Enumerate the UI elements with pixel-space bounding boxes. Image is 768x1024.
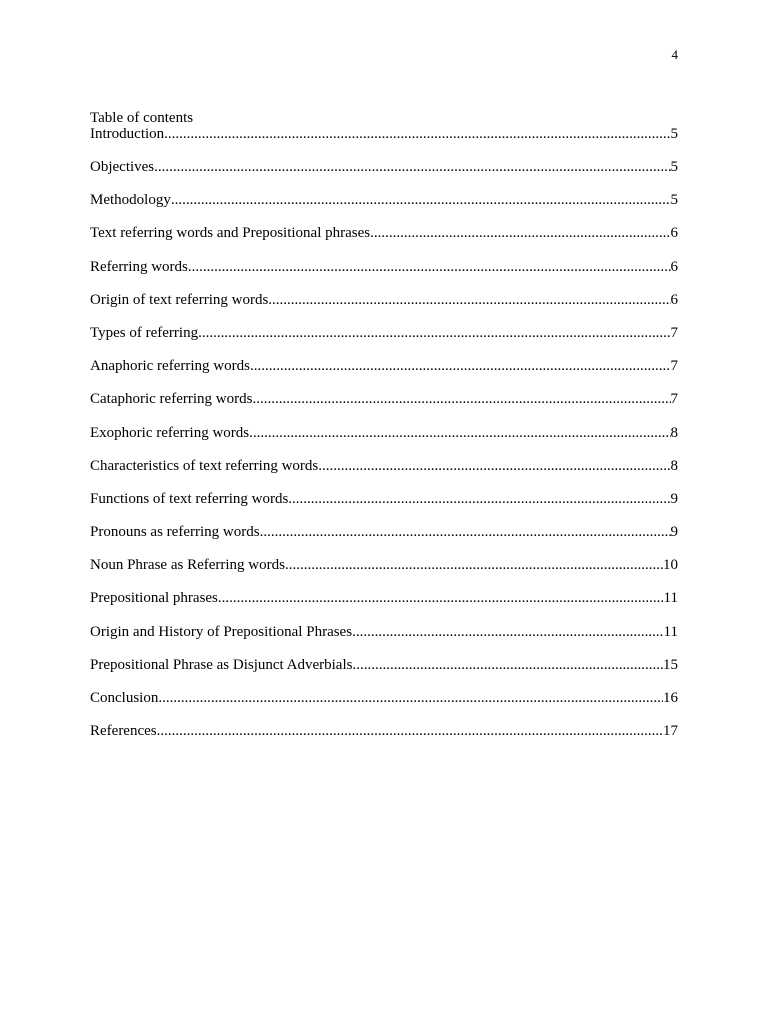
toc-entry-methodology[interactable] [90, 190, 678, 223]
toc-leader [288, 489, 670, 509]
toc-entry-page: 5 [670, 126, 678, 142]
toc-entry-title: Prepositional Phrase as Disjunct Adverbials [90, 656, 353, 673]
toc-entry-title: Origin and History of Prepositional Phrases [90, 623, 353, 640]
toc-entry-noun-phrase-as-referring-words[interactable] [90, 555, 678, 588]
toc-entry-page: 7 [670, 391, 678, 408]
toc-leader [268, 290, 670, 310]
toc-entry-page: 10 [663, 557, 678, 574]
toc-entry-page: 9 [670, 490, 678, 507]
toc-entry-types-of-referring[interactable] [90, 323, 678, 356]
toc-leader [252, 389, 670, 409]
toc-entry-page: 6 [670, 258, 678, 275]
toc-entry-page: 6 [670, 291, 678, 308]
toc-leader [352, 655, 663, 675]
toc-leader [250, 356, 671, 376]
toc-entry-origin-of-text-referring-words[interactable] [90, 290, 678, 323]
page-number: 4 [671, 47, 678, 62]
toc-entry-title: Cataphoric referring words [90, 391, 253, 408]
toc-entry-title: References [90, 723, 157, 740]
toc-entry-page: 7 [670, 358, 678, 375]
toc-entry-prepositional-phrases[interactable] [90, 588, 678, 621]
toc-entry-page: 9 [670, 524, 678, 541]
toc-leader [218, 588, 664, 608]
toc-entry-introduction[interactable] [90, 124, 678, 157]
toc-entry-title: Exophoric referring words [90, 424, 250, 441]
toc-leader [171, 190, 671, 210]
toc-entry-references[interactable] [90, 721, 678, 754]
toc-entry-origin-and-history-of-prepositional-phrases[interactable] [90, 622, 678, 655]
toc-entry-page: 8 [670, 457, 678, 474]
toc-entry-characteristics-of-text-referring-words[interactable] [90, 456, 678, 489]
toc-leader [318, 456, 670, 476]
toc-entry-page: 11 [663, 590, 678, 607]
toc-entry-title: Prepositional phrases [90, 590, 218, 607]
toc-entry-page: 11 [663, 623, 678, 640]
toc-entry-page: 5 [670, 192, 678, 209]
toc-entry-title: Introduction [90, 126, 165, 142]
toc-entry-title: Text referring words and Prepositional phrases [90, 225, 371, 242]
toc-entry-exophoric-referring-words[interactable] [90, 423, 678, 456]
toc-leader [188, 257, 671, 277]
toc-leader [285, 555, 663, 575]
toc-leader [352, 622, 663, 642]
toc-entry-title: Functions of text referring words [90, 490, 289, 507]
toc-entry-prepositional-phrase-as-disjunct-adverbials[interactable] [90, 655, 678, 688]
toc-leader [154, 157, 670, 177]
toc-entry-title: Characteristics of text referring words [90, 457, 319, 474]
toc-entry-title: Noun Phrase as Referring words [90, 557, 285, 574]
toc-entry-title: Types of referring [90, 324, 199, 341]
toc-entry-title: Anaphoric referring words [90, 358, 250, 375]
toc-entry-objectives[interactable] [90, 157, 678, 190]
toc-entry-title: Conclusion [90, 690, 159, 706]
toc-entry-page: 8 [670, 424, 678, 441]
toc-entry-page: 7 [670, 324, 678, 341]
toc-entry-title: Methodology [90, 192, 171, 209]
toc-entry-functions-of-text-referring-words[interactable] [90, 489, 678, 522]
toc-leader [249, 423, 670, 443]
toc-leader [158, 688, 663, 708]
toc-entry-page: 6 [670, 225, 678, 242]
toc-entry-text-referring-words-and-prepositional-phrases[interactable] [90, 223, 678, 256]
toc-entry-page: 16 [663, 690, 678, 706]
toc-leader [260, 522, 671, 542]
toc-entry-pronouns-as-referring-words[interactable] [90, 522, 678, 555]
toc-entry-referring-words[interactable] [90, 257, 678, 290]
toc-entry-title: Pronouns as referring words [90, 524, 260, 541]
toc-leader [370, 223, 670, 243]
toc-list [90, 124, 678, 754]
toc-leader [164, 124, 670, 144]
toc-entry-page: 15 [663, 656, 678, 673]
toc-entry-page: 17 [663, 723, 678, 740]
toc-entry-cataphoric-referring-words[interactable] [90, 389, 678, 422]
toc-entry-title: Origin of text referring words [90, 291, 269, 308]
toc-entry-conclusion[interactable] [90, 688, 678, 721]
toc-leader [198, 323, 670, 343]
toc-leader [157, 721, 663, 741]
toc-entry-page: 5 [670, 159, 678, 175]
toc-entry-title: Objectives [90, 159, 155, 175]
toc-title: Table of contents [90, 110, 194, 126]
toc-entry-title: Referring words [90, 258, 188, 275]
toc-entry-anaphoric-referring-words[interactable] [90, 356, 678, 389]
table-of-contents [90, 108, 678, 754]
